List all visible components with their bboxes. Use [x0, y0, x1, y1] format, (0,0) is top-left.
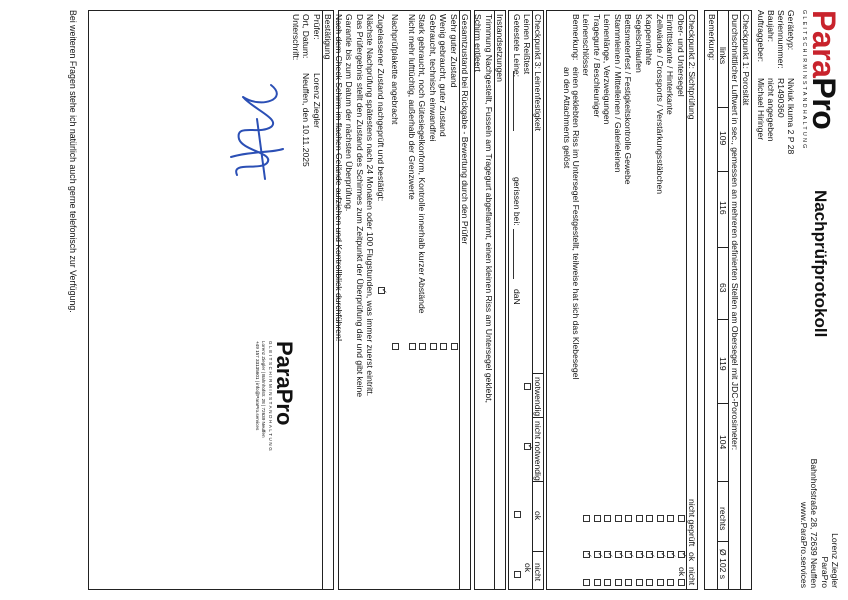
inspector-row [311, 11, 322, 589]
checkpoint2-not-ok-checkbox[interactable] [636, 579, 643, 586]
porosity-value-2: 116 [718, 201, 729, 215]
overall-option [427, 11, 438, 589]
year-value: nicht angegeben [766, 78, 776, 142]
checkpoint2-remark-row2 [563, 11, 572, 589]
tear-required-checkbox[interactable] [524, 383, 531, 390]
checkpoint2-item [602, 11, 613, 589]
overall-option-label: Sehr guter Zustand [448, 14, 459, 88]
checkpoint2-ok-checkbox[interactable] [626, 551, 633, 558]
signature-row [221, 11, 301, 589]
place-date-value: Neuffen, den 10.11.2025 [301, 73, 312, 167]
col3-ok: ok [533, 511, 543, 521]
company-brand: ParaPro [819, 556, 830, 588]
checkpoint2-item-label: Eintrittskante / Hinterkante [665, 14, 676, 115]
checkpoint2-not-checked-checkbox[interactable] [636, 515, 643, 522]
repairs-section [474, 10, 506, 590]
note2: Das Prüfergebnis stellt den Zustand des Schirmes zum Zeitpunkt der Überprüfung dar und gibt keine [354, 14, 365, 398]
checkpoint2-items [581, 11, 686, 589]
tear-test-row [522, 11, 532, 589]
overall-option-label: Nicht mehr lufttüchtig, außerhalb der Grenzwerte [406, 14, 417, 200]
note4: Nach dem Check Schirm im flachen Gelände aufziehen und Kontrollblick durchführen! [333, 14, 344, 342]
serial-label: Seriennummer: [776, 10, 786, 69]
checkpoint2-not-checked-checkbox[interactable] [584, 515, 591, 522]
overall-option-label: Gebraucht, technisch einwandfrei [427, 14, 438, 142]
tear-not-ok-checkbox[interactable] [514, 571, 521, 578]
stamp-pro: Pro [271, 388, 297, 426]
porosity-values-row [717, 11, 728, 589]
checkpoint2-not-ok-checkbox[interactable] [678, 579, 685, 586]
checkpoint2-not-checked-checkbox[interactable] [615, 515, 622, 522]
checkpoint2-not-ok-checkbox[interactable] [605, 579, 612, 586]
checkpoint2-ok-checkbox[interactable] [678, 551, 685, 558]
tested-line-row [512, 11, 522, 589]
checkpoint2-not-checked-checkbox[interactable] [605, 515, 612, 522]
checkpoint2-not-checked-checkbox[interactable] [678, 515, 685, 522]
checkpoint2-item-label: Kappennähte [644, 14, 655, 66]
checkpoint2-item [665, 11, 676, 589]
porosity-value-5: 104 [718, 435, 729, 450]
checkpoint2-item-label: Leinenschlösser [581, 14, 592, 77]
plaque-checkbox[interactable] [392, 343, 399, 350]
checkpoint2-item [581, 11, 592, 589]
overall-option-label: Stark gebraucht, noch Gütesiegelkonform, Kontrolle innerhalb kurzer Abstände [417, 14, 428, 314]
torn-at-field[interactable] [513, 229, 514, 279]
overall-header: Gesamtzustand bei Rückgabe - Bewertung durch den Prüfer [459, 11, 470, 589]
repairs-line1: Trimmung Nachgestellt, Fusseln am Tragegurt abgeflammt, einen kleinen Riss am Untersegel geklebt, [483, 14, 494, 403]
device-type-value: Niviuk Ikuma 2 P 28 [786, 78, 796, 155]
porosity-links-label: links [718, 47, 729, 65]
confirmation-section [88, 10, 334, 590]
company-street: Bahnhofstraße 28, 72639 Neuffen [809, 458, 820, 588]
overall-option [438, 11, 449, 589]
porosity-value-1: 109 [718, 131, 729, 146]
col-not-required: nicht notwendig [533, 421, 543, 481]
col-not-checked: nicht geprüft [687, 499, 697, 547]
checkpoint2-item-label: Zellwände / Crossports / Verstärkungsstäbchen [655, 14, 665, 195]
overall-option-checkbox[interactable] [440, 343, 447, 350]
checkpoint2-not-ok-checkbox[interactable] [584, 579, 591, 586]
signature-label: Unterschrift: [290, 14, 301, 61]
checkpoint2-not-checked-checkbox[interactable] [657, 515, 664, 522]
torn-at-label: gerissen bei: [512, 177, 522, 226]
checkpoint2-item-label: Ober- und Untersegel [676, 14, 686, 97]
col-required: notwendig [533, 377, 543, 417]
porosity-average: Ø 102 s [718, 549, 729, 580]
year-label: Baujahr: [766, 10, 776, 43]
checkpoint2-not-ok-checkbox[interactable] [657, 579, 664, 586]
handwritten-signature [221, 79, 301, 189]
checkpoint3-header: Checkpunkt 3: Leinenfestigkeit [533, 14, 543, 132]
checkpoint2-item-label: Stammleinen / Mittelleinen / Galerieleinen [613, 14, 623, 173]
plaque-row [390, 11, 401, 589]
checkpoint3-section [508, 10, 544, 590]
checkpoint2-item [613, 11, 624, 589]
checkpoint1-header: Checkpunkt 1: Porosität [740, 11, 751, 589]
checkpoint2-ok-checkbox[interactable] [615, 551, 622, 558]
col-not-ok: nicht ok [676, 567, 697, 586]
document-title: Nachprüfprotokoll [811, 190, 830, 338]
checkpoint2-section [546, 10, 698, 590]
overall-section [333, 10, 471, 590]
tested-line-field[interactable] [513, 71, 514, 131]
checkpoint2-item [634, 11, 645, 589]
checkpoint2-ok-checkbox[interactable] [584, 551, 591, 558]
porosity-value-3: 63 [718, 283, 729, 293]
company-stamp [254, 341, 295, 452]
company-name: Lorenz Ziegler [830, 533, 840, 588]
logo-para: Para [806, 10, 842, 78]
overall-option-label: Wenig gebraucht, guter Zustand [438, 14, 449, 137]
checkpoint2-item [592, 11, 603, 589]
note1: Nächste Nachprüfung spätestens nach 24 Monaten oder 100 Flugstunden, was immer zuerst eintritt. [365, 14, 376, 397]
checkpoint2-item-label: Tragegurte / Beschleuniger [592, 14, 602, 118]
client-value: Michael Hiringer [756, 78, 766, 141]
checkpoint2-not-ok-checkbox[interactable] [626, 579, 633, 586]
overall-option-checkbox[interactable] [419, 343, 426, 350]
stamp-address-1: Lorenz Ziegler | Bahnhofstr. 28 | 72639 Neuffen [260, 341, 266, 438]
stamp-address-2: +49 157 33135601 | info@ParaPro.services [254, 341, 260, 431]
checkpoint2-remark-row [572, 11, 581, 589]
repairs-header: Instandsetzungen [494, 11, 505, 589]
inspector-value: Lorenz Ziegler [311, 73, 322, 128]
checkpoint2-not-checked-checkbox[interactable] [647, 515, 654, 522]
checkpoint2-remark-line1: einen geklebten Riss im Untersegel Festgestellt, teilweise hat sich das Klebesegel [571, 67, 581, 380]
overall-option [417, 11, 428, 589]
overall-options [406, 11, 459, 589]
checkpoint2-not-ok-checkbox[interactable] [615, 579, 622, 586]
checkpoint2-not-ok-checkbox[interactable] [594, 579, 601, 586]
checkpoint1-section [704, 10, 752, 590]
checkpoint2-item [623, 11, 634, 589]
checkpoint2-header: Checkpunkt 2: Sichtprüfung [687, 14, 697, 120]
overall-option [406, 11, 417, 589]
torn-unit: daN [512, 289, 522, 305]
approved-label: Zugelassener Zustand nachgeprüft und bestätigt: [375, 14, 386, 202]
porosity-value-4: 119 [718, 357, 729, 371]
stamp-tagline: GLEITSCHIRMINSTANDHALTUNG [267, 341, 273, 453]
stamp-para: Para [271, 341, 297, 389]
checkpoint2-remark-line2: an den Attachments gelöst [562, 67, 572, 169]
checkpoint2-item-label: Segelschlaufen [634, 14, 644, 73]
logo-pro: Pro [806, 77, 842, 130]
logo-tagline: GLEITSCHIRMINSTANDHALTUNG [801, 10, 807, 151]
checkpoint2-not-ok-checkbox[interactable] [647, 579, 654, 586]
overall-option-checkbox[interactable] [451, 343, 458, 350]
company-address [799, 459, 840, 588]
overall-option-checkbox[interactable] [430, 343, 437, 350]
checkpoint2-ok-checkbox[interactable] [594, 551, 601, 558]
tear-not-required-checkbox[interactable] [524, 443, 531, 450]
approved-checkbox[interactable] [378, 287, 385, 294]
checkpoint2-ok-checkbox[interactable] [647, 551, 654, 558]
checkpoint2-not-checked-checkbox[interactable] [668, 515, 675, 522]
checkpoint2-not-checked-checkbox[interactable] [626, 515, 633, 522]
overall-option [448, 11, 459, 589]
plaque-label: Nachprüfplakette angebracht [390, 14, 401, 125]
col-ok: ok [687, 552, 697, 562]
parapro-logo [801, 10, 840, 150]
checkpoint1-desc: Durchschnittlicher Luftwert in sec., gemessen an mehreren definierten Stellen am Obersegel mit JDC-Porosimeter: [728, 11, 740, 589]
checkpoint2-item-label: Leinenlänge, Verzweigungen [602, 14, 613, 125]
serial-value: R1490360 [776, 78, 786, 118]
checkpoint2-item-label: Bettsmeterfest / Festigkeitskontrolle Gewebe [623, 14, 634, 185]
checkpoint2-ok-checkbox[interactable] [636, 551, 643, 558]
checkpoint2-ok-checkbox[interactable] [657, 551, 664, 558]
checkpoint2-item [644, 11, 655, 589]
tested-line-label: Getestete Leine: [512, 14, 522, 78]
footer-note: Bei weiteren Fragen stehe ich natürlich auch gerne telefonisch zur Verfügung. [68, 10, 78, 313]
col3-not-ok: nicht ok [522, 563, 543, 582]
tear-test-label: Leinen Reißtest [522, 14, 532, 75]
approved-row [375, 11, 386, 589]
tear-ok-checkbox[interactable] [514, 511, 521, 518]
checkpoint2-ok-checkbox[interactable] [668, 551, 675, 558]
confirmation-header: Bestätigung [322, 11, 333, 589]
checkpoint2-not-ok-checkbox[interactable] [668, 579, 675, 586]
company-website: www.ParaPro.services [799, 502, 810, 588]
checkpoint2-item [676, 11, 687, 589]
device-type-label: Gerätetyp: [786, 10, 796, 51]
inspector-label: Prüfer: [311, 14, 322, 40]
checkpoint1-remark-label: Bemerkung: [707, 14, 718, 61]
overall-option-checkbox[interactable] [409, 343, 416, 350]
repairs-line2: Schirm entleert [473, 14, 484, 72]
client-label: Auftraggeber: [756, 10, 766, 63]
note3: Garantie bis zum Datum der nächsten Überprüfung. [344, 14, 355, 212]
checkpoint2-ok-checkbox[interactable] [605, 551, 612, 558]
place-date-row [301, 11, 312, 589]
checkpoint2-not-checked-checkbox[interactable] [594, 515, 601, 522]
checkpoint2-remark-label: Bemerkung: [571, 14, 581, 61]
porosity-rechts-label: rechts [718, 507, 729, 531]
place-date-label: Ort, Datum: [301, 14, 312, 59]
checkpoint2-item [655, 11, 666, 589]
